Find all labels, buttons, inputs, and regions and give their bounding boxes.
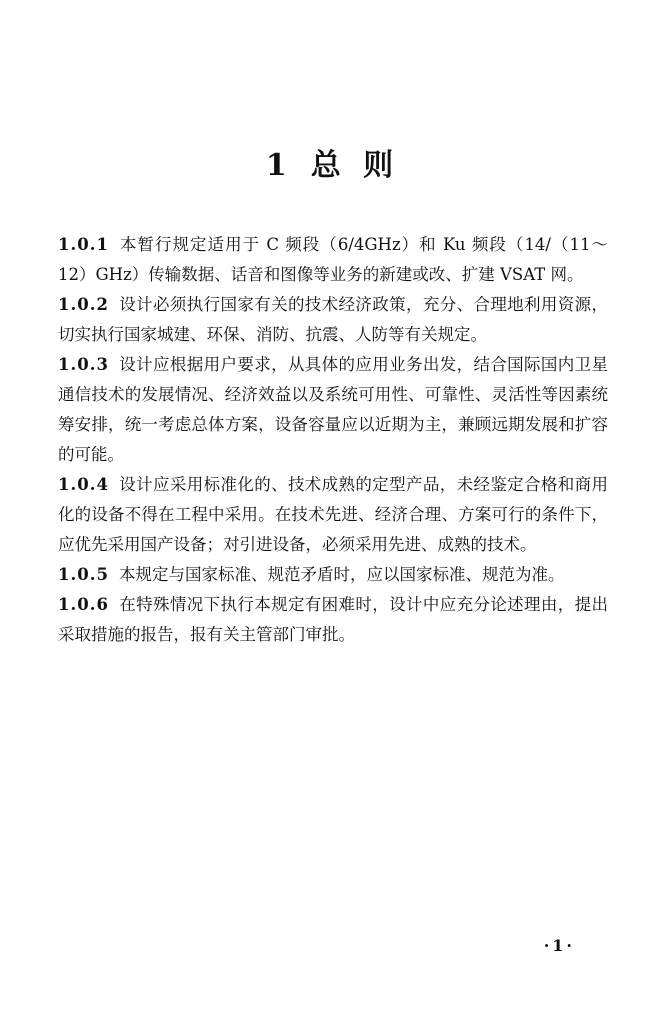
chapter-title xyxy=(0,140,665,184)
clause-text: 在特殊情况下执行本规定有困难时，设计中应充分论述理由，提出采取措施的报告，报有关主管部门审批。 xyxy=(58,595,608,644)
chapter-number: 1 xyxy=(265,148,293,183)
clause-number: 1.0.2 xyxy=(58,295,109,314)
chapter-title-text: 总 则 xyxy=(310,148,400,183)
clause-1-0-4 xyxy=(58,470,608,560)
clause-1-0-3 xyxy=(58,350,608,470)
clause-text: 本暂行规定适用于 C 频段（6/4GHz）和 Ku 频段（14/（11～12）GHz）传输数据、话音和图像等业务的新建或改、扩建 VSAT 网。 xyxy=(58,235,608,284)
clause-number: 1.0.1 xyxy=(58,235,109,254)
clause-number: 1.0.3 xyxy=(58,355,109,374)
clause-1-0-6 xyxy=(58,590,608,650)
clause-text: 设计应根据用户要求，从具体的应用业务出发，结合国际国内卫星通信技术的发展情况、经济效益以及系统可用性、可靠性、灵活性等因素统筹安排，统一考虑总体方案，设备容量应以近期为主，兼顾远期发展和扩容的可能。 xyxy=(58,355,608,464)
clause-number: 1.0.5 xyxy=(58,565,109,584)
clause-list xyxy=(58,230,608,650)
clause-number: 1.0.4 xyxy=(58,475,109,494)
clause-1-0-1 xyxy=(58,230,608,290)
clause-text: 本规定与国家标准、规范矛盾时，应以国家标准、规范为准。 xyxy=(118,565,565,584)
clause-text: 设计必须执行国家有关的技术经济政策，充分、合理地利用资源，切实执行国家城建、环保、消防、抗震、人防等有关规定。 xyxy=(58,295,608,344)
clause-number: 1.0.6 xyxy=(58,595,109,614)
page-number: ·1· xyxy=(543,936,575,955)
clause-text: 设计应采用标准化的、技术成熟的定型产品，未经鉴定合格和商用化的设备不得在工程中采用。在技术先进、经济合理、方案可行的条件下，应优先采用国产设备；对引进设备，必须采用先进、成熟的技术。 xyxy=(58,475,608,554)
clause-1-0-5 xyxy=(58,560,608,590)
clause-1-0-2 xyxy=(58,290,608,350)
